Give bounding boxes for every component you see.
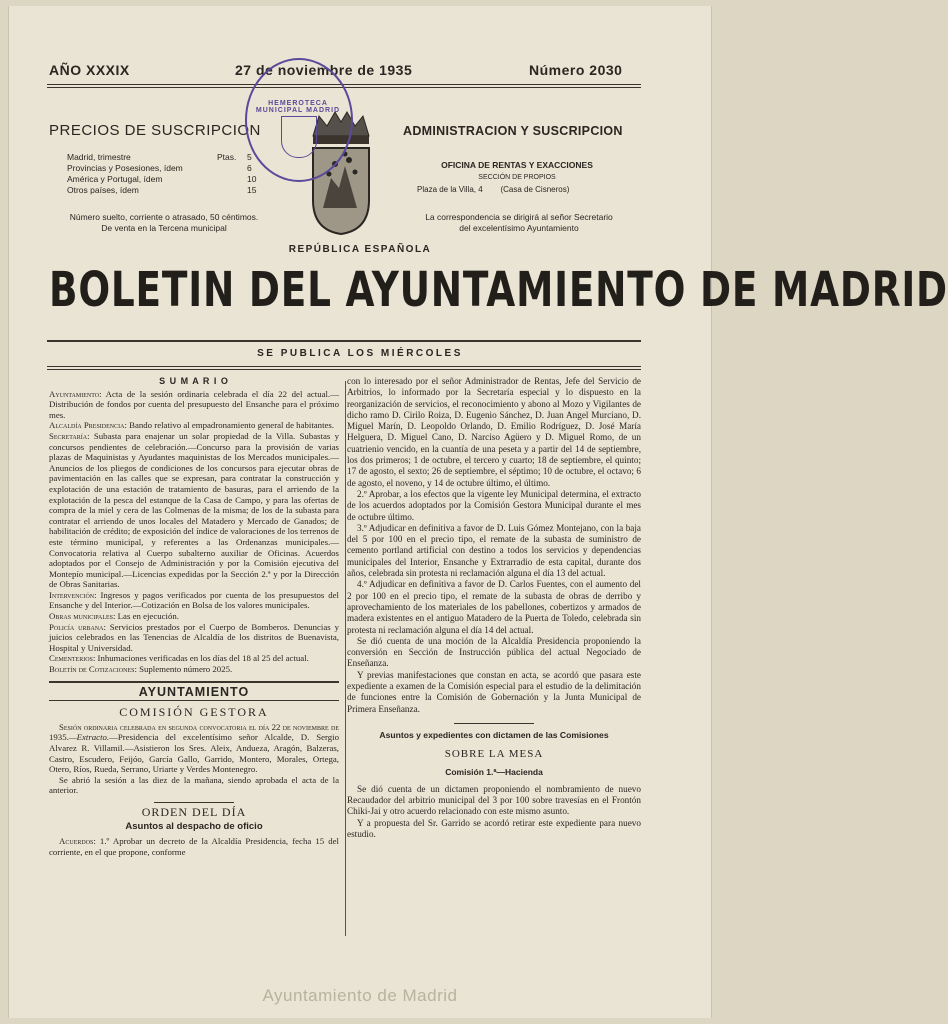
sumario-entry: Boletín de Cotizaciones: Suplemento número 2025. <box>49 664 233 675</box>
masthead <box>49 262 948 342</box>
section-rule <box>49 681 339 683</box>
paragraph: Y a propuesta del Sr. Garrido se acordó retirar este expediente para nuevo estudio. <box>347 817 641 839</box>
short-rule <box>454 723 534 724</box>
paragraph: Se dió cuenta de una moción de la Alcaldía Presidencia proponiendo la conversión en Sección de Instrucción pública del actual Negociado de Enseñanza. <box>347 635 641 669</box>
subtitle-rule-2 <box>47 369 641 370</box>
paragraph: 4.º Adjudicar en definitiva a favor de D. Carlos Fuentes, con el aumento del 2 por 100 en el precio tipo, el remate de la subasta de obras de derribo y aprovechamiento de los materiales de los pabellones, cobertizos y armados de madera existentes en el antiguo Matadero de la Puerta de Toledo, celebrada sin protesta ni reclamación alguna el día 14 del actual. <box>347 579 641 635</box>
republic-label: REPÚBLICA ESPAÑOLA <box>288 244 432 255</box>
column-divider <box>345 381 346 936</box>
correspondence-note: La correspondencia se dirigirá al señor Secretario <box>425 212 613 222</box>
paragraph: con lo interesado por el señor Administrador de Rentas, Jefe del Servicio de Arbitrios, lo informado por la Secretaría especial y lo dispuesto en la reorganización de servicios, el reconocimiento y abono al Mozo y Vigilantes de dicho ramo D. Cirilo Roiza, D. Eugenio Sánchez, D. Juan Angel Murciano, D. Miguel Marín, D. Leopoldo Orlando, D. Emilio Rodríguez, D. José María Helguera, D. Miguel Cano, D. Narciso Agüero y D. Miguel Romo, de un cuatrienio vencido, en la cuantía de una peseta y a partir del 14 de septiembre, los dos primeros; 1 de octubre, el tercero y cuarto; 18 de septiembre, el quinto; 17 de agosto, el sexto; 26 de septiembre, el séptimo; 10 de octubre, el octavo; 6 de agosto, el noveno, y 14 de octubre último, el último. <box>347 376 641 488</box>
sumario-entry: Alcaldía Presidencia: Bando relativo al empadronamiento general de habitantes. <box>49 420 335 431</box>
right-column <box>347 376 641 840</box>
price-row: América y Portugal, ídem 10 <box>67 174 257 184</box>
price-row: Provincias y Posesiones, ídem 6 <box>67 163 252 173</box>
subscription-heading: PRECIOS DE SUSCRIPCION <box>49 122 261 139</box>
price-row: Madrid, trimestre Ptas. 5 <box>67 152 252 162</box>
single-issue-note: Número suelto, corriente o atrasado, 50 céntimos. <box>69 212 259 222</box>
publication-day: SE PUBLICA LOS MIÉRCOLES <box>257 348 463 359</box>
ayuntamiento-heading: AYUNTAMIENTO <box>138 684 250 699</box>
masthead-rule <box>47 340 641 342</box>
paragraph: Se dió cuenta de un dictamen proponiendo el nombramiento de nuevo Recaudador del arbitrio municipal del 3 por 100 sobre travesías en el Frontón Chiki-Jai y otro acuerdo relacionado con este mismo asunto. <box>347 783 641 817</box>
office-name: OFICINA DE RENTAS Y EXACCIONES <box>441 160 593 170</box>
sobre-mesa-heading: SOBRE LA MESA <box>444 748 544 761</box>
issue-date: 27 de noviembre de 1935 <box>235 62 413 78</box>
year-label: AÑO XXXIX <box>49 62 130 78</box>
office-address: Plaza de la Villa, 4 (Casa de Cisneros) <box>417 185 570 194</box>
section-rule-2 <box>49 700 339 701</box>
acuerdos-paragraph: Acuerdos: 1.º Aprobar un decreto de la Alcaldía Presidencia, fecha 15 del corriente, en el que propone, conforme <box>49 836 340 857</box>
paragraph: Y previas manifestaciones que constan en acta, se acordó que pasara este expediente a examen de la Comisión especial para el estudio de la delimitación de funciones entre la Comisión de Gobernación y la Junta Municipal de Primera Enseñanza. <box>347 669 641 714</box>
sumario-heading: S U M A R I O <box>159 376 229 386</box>
price-row: Otros países, ídem 15 <box>67 185 257 195</box>
newspaper-page <box>8 6 948 1018</box>
subtitle-rule <box>47 366 641 367</box>
short-rule <box>154 802 234 803</box>
office-section: SECCIÓN DE PROPIOS <box>478 174 556 181</box>
sumario-entry: Policía urbana: Servicios prestados por el Cuerpo de Bomberos. Denuncias y juicios celebrados en las Tenencias de Alcaldía de los distritos de Buenavista, Hospital y Universidad. <box>49 621 339 653</box>
sale-note: De venta en la Tercena municipal <box>101 223 227 233</box>
library-stamp: HEMEROTECA MUNICIPAL MADRID <box>245 58 353 182</box>
subscription-table <box>67 152 267 196</box>
session-opened: Se abrió la sesión a las diez de la mañana, siendo aprobada el acta de la anterior. <box>49 774 339 796</box>
orden-heading: ORDEN DEL DÍA <box>141 804 247 819</box>
paragraph: 2.º Aprobar, a los efectos que la vigente ley Municipal determina, el extracto de los acuerdos adoptados por la Comisión Gestora Municipal durante el mes de octubre último. <box>347 488 641 522</box>
paragraph: 3.º Adjudicar en definitiva a favor de D. Luis Gómez Montejano, con la baja del 5 por 100 en el precio tipo, el remate de la subasta de suministro de cemento portland artificial con destino a todos los servicios y dependencias municipales del Interior, Ensanche y Extrarradio de esta capital, durante dos años, celebrada sin protesta ni reclamación alguna el día 13 del actual. <box>347 522 641 579</box>
asuntos-heading: Asuntos al despacho de oficio <box>125 820 263 832</box>
comision-hacienda-heading: Comisión 1.ª—Hacienda <box>445 766 543 777</box>
sumario-entry: Obras municipales: Las en ejecución. <box>49 611 179 622</box>
correspondence-note-2: del excelentísimo Ayuntamiento <box>459 223 579 233</box>
sumario-entry: Intervención: Ingresos y pagos verificados por cuenta de los presupuestos del Ensanche y del Interior.—Cotización en Bolsa de los valores municipales. <box>49 589 339 611</box>
masthead-title: BOLETIN DEL AYUNTAMIENTO DE MADRID <box>49 262 948 318</box>
sumario-entry: Cementerios: Inhumaciones verificadas en los días del 18 al 25 del actual. <box>49 653 309 664</box>
issue-number: Número 2030 <box>529 62 623 78</box>
stamp-shield-icon <box>281 116 317 158</box>
administration-heading: ADMINISTRACION Y SUSCRIPCION <box>403 124 623 138</box>
left-column <box>49 376 339 857</box>
watermark: Ayuntamiento de Madrid <box>262 986 458 1005</box>
session-paragraph: Sesión ordinaria celebrada en segunda convocatoria el día 22 de noviembre de 1935.—Extracto.—Presidencia del excelentísimo señor Alcalde, D. Sergio Alvarez R. Villamil.—Asistieron los Sres. Aleix, Andueza, Aragón, Balzeras, Castro, Escudero, Feijóo, García Gallo, Garrido, Montero, Morales, Ortega, Otero, Ríos, Rueda, Serrano, Uriarte y Verdes Montenegro. <box>49 721 339 775</box>
sumario-entry: Ayuntamiento: Acta de la sesión ordinaria celebrada el día 22 del actual.—Distribución de fondos por cuenta del presupuesto del Ensanche para el próximo mes. <box>49 388 339 420</box>
comision-heading: COMISIÓN GESTORA <box>119 705 269 720</box>
dictamen-heading: Asuntos y expedientes con dictamen de las Comisiones <box>379 729 609 740</box>
sumario-entry: Secretaría: Subasta para enajenar un solar propiedad de la Villa. Subastas y concursos pendientes de celebración.—Concurso para la provisión de varias plazas de Maquinistas y Ayudantes maquinistas de los Mercados municipales.—Anuncios de los pliegos de condiciones de los concursos para ejecutar obras de pavimentación en las calles que se expresan, para contratar la construcción y explotación de una estación de tratamiento de basuras, para el arriendo de la explotación de la pesca del estanque de la Casa de Campo, y para las ofertas de compra de la miel y cera de las Colmenas de la misma; de los de la subasta para contratar el arriendo de unos locales del Matadero y Mercado de Ganados; de habilitación de crédito; de exposición del índice de valoraciones de los terrenos de este término municipal, y referentes a las Ordenanzas municipales.—Convocatoria relativa al Cuerpo subalterno auxiliar de Oficinas. Acuerdos adoptados por el Consejo de Administración y por la Comisión ejecutiva del Montepío municipal.—Licencias expedidas por la Sección 2.ª y por la Dirección de Obras Sanitarias. <box>49 430 340 590</box>
